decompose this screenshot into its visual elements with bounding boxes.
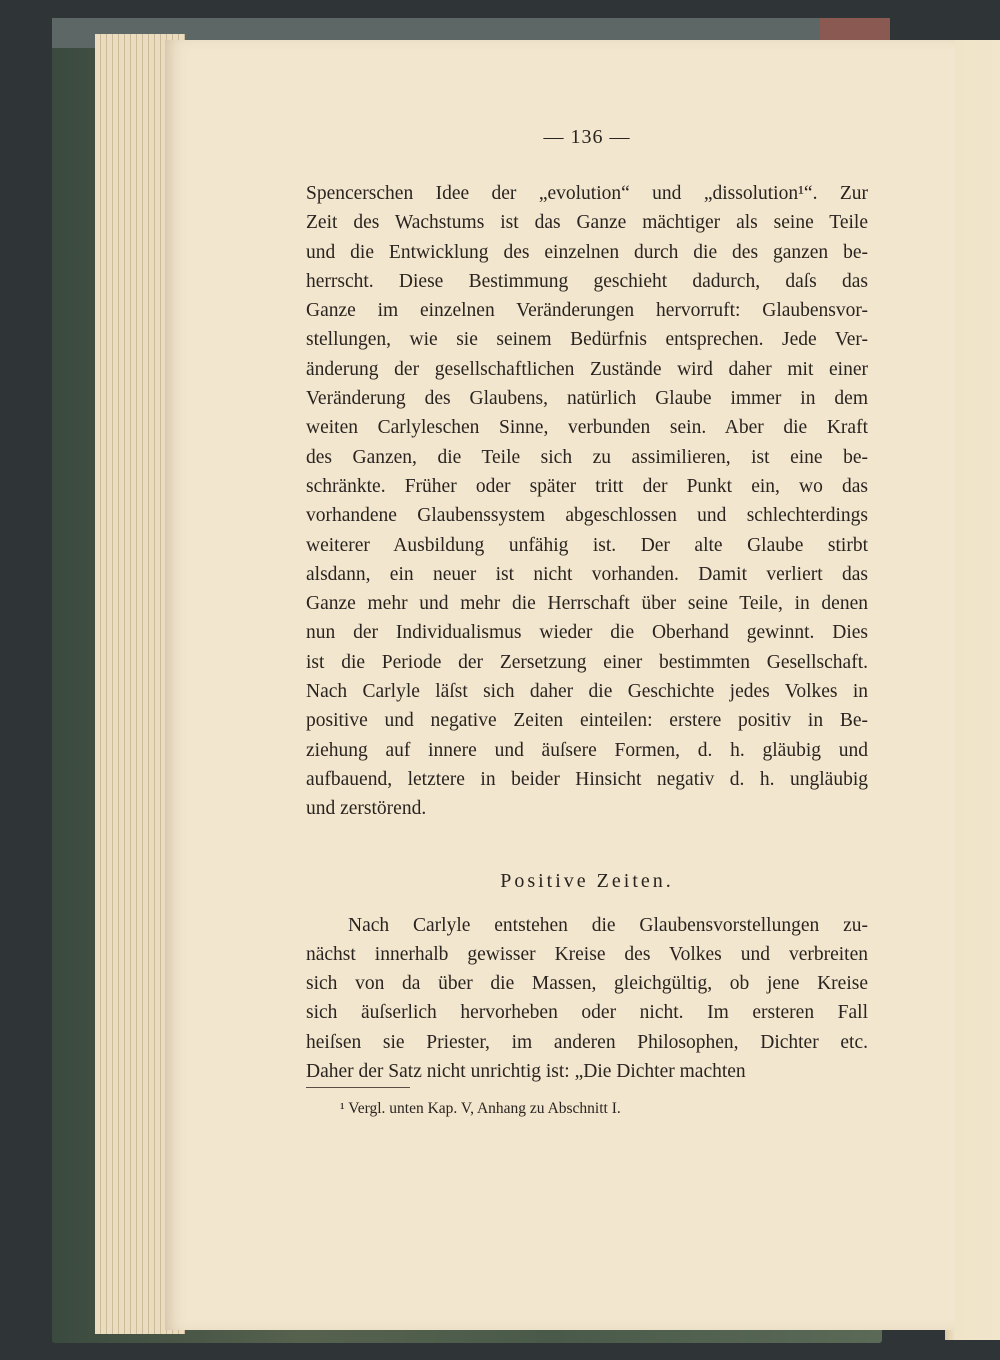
page-number: — 136 — (543, 126, 631, 148)
text-line: herrscht. Diese Bestimmung geschieht dadurch, daſs das (306, 270, 868, 292)
text-line: stellungen, wie sie seinem Bedürfnis entsprechen. Jede Ver- (306, 329, 868, 351)
footnote-rule (306, 1087, 410, 1088)
text-line: des Ganzen, die Teile sich zu assimilieren, ist eine be- (306, 446, 868, 468)
paragraph-1 (306, 179, 868, 824)
text-line: Zeit des Wachstums ist das Ganze mächtiger als seine Teile (306, 212, 868, 234)
text-block (306, 126, 868, 1086)
text-line: Daher der Satz nicht unrichtig ist: „Die Dichter machten (306, 1061, 746, 1083)
text-line: positive und negative Zeiten einteilen: erstere positiv in Be- (306, 710, 868, 732)
text-line: Nach Carlyle läſst sich daher die Geschichte jedes Volkes in (306, 681, 868, 703)
text-line: weiterer Ausbildung unfähig ist. Der alte Glaube stirbt (306, 534, 868, 556)
text-line: ziehung auf innere und äuſsere Formen, d. h. gläubig und (306, 739, 868, 761)
text-line: Ganze im einzelnen Veränderungen hervorruft: Glaubensvor- (306, 300, 868, 322)
text-line: und die Entwicklung des einzelnen durch die des ganzen be- (306, 241, 868, 263)
text-line: nächst innerhalb gewisser Kreise des Volkes und verbreiten (306, 943, 868, 965)
text-line: sich von da über die Massen, gleichgültig, ob jene Kreise (306, 973, 868, 995)
text-line: aufbauend, letztere in beider Hinsicht negativ d. h. ungläubig (306, 768, 868, 790)
text-line: änderung der gesellschaftlichen Zustände wird daher mit einer (306, 358, 868, 380)
text-line: heiſsen sie Priester, im anderen Philosophen, Dichter etc. (306, 1031, 868, 1053)
text-line: Spencerschen Idee der „evolution“ und „dissolution¹“. Zur (306, 183, 868, 204)
paragraph-2 (306, 911, 868, 1087)
text-line: weiten Carlyleschen Sinne, verbunden sein. Aber die Kraft (306, 417, 868, 439)
text-line: alsdann, ein neuer ist nicht vorhanden. Damit verliert das (306, 563, 868, 585)
text-line: nun der Individualismus wieder die Oberhand gewinnt. Dies (306, 622, 868, 644)
text-line: Ganze mehr und mehr die Herrschaft über seine Teile, in denen (306, 593, 868, 615)
text-line: vorhandene Glaubenssystem abgeschlossen und schlechterdings (306, 505, 868, 527)
text-line: ist die Periode der Zersetzung einer bestimmten Gesellschaft. (306, 651, 868, 673)
footnote: ¹ Vergl. unten Kap. V, Anhang zu Abschnitt I. (340, 1100, 621, 1117)
section-heading: Positive Zeiten. (500, 869, 674, 892)
text-line: und zerstörend. (306, 798, 427, 820)
text-line: Veränderung des Glaubens, natürlich Glaube immer in dem (306, 388, 868, 410)
text-line: schränkte. Früher oder später tritt der Punkt ein, wo das (306, 475, 868, 497)
text-line: Nach Carlyle entstehen die Glaubensvorstellungen zu- (348, 914, 868, 936)
text-line: sich äuſserlich hervorheben oder nicht. Im ersteren Fall (306, 1002, 868, 1024)
